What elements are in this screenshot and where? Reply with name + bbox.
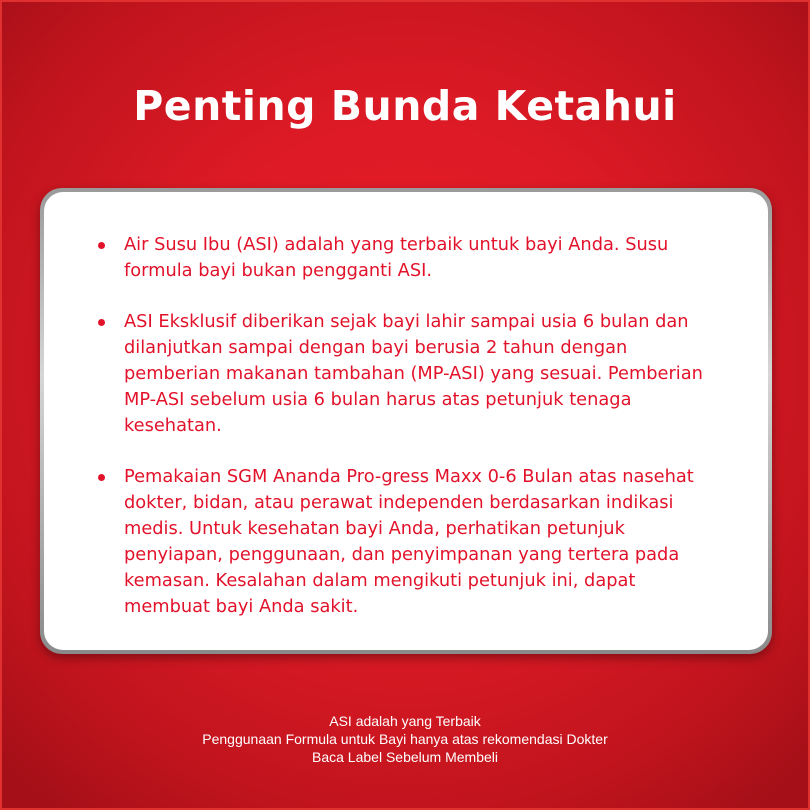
footer-line-3: Baca Label Sebelum Membeli [312,749,498,765]
bullet-item-asi-eksklusif [124,309,722,439]
bullet-text: Pemakaian SGM Ananda Pro-gress Maxx 0-6 Bulan atas nasehat dokter, bidan, atau perawat independen berdasarkan indikasi medis. Untuk kesehatan bayi Anda, perhatikan petunjuk penyiapan, penggunaan, dan penyimpanan yang tertera pada kemasan. Kesalahan dalam mengikuti petunjuk ini, dapat membuat bayi Anda sakit. [124,466,694,617]
footer-line-2: Penggunaan Formula untuk Bayi hanya atas rekomendasi Dokter [202,731,608,747]
bullet-text: Air Susu Ibu (ASI) adalah yang terbaik untuk bayi Anda. Susu formula bayi bukan pengganti ASI. [124,234,669,281]
bullet-dot-icon [98,319,105,326]
page-title: Penting Bunda Ketahui [133,82,677,130]
info-card [44,192,768,650]
bullet-item-asi [124,232,722,284]
bullet-item-pemakaian [124,464,722,620]
bullet-dot-icon [98,242,105,249]
disclaimer-footer [0,712,810,766]
footer-line-1: ASI adalah yang Terbaik [329,713,481,729]
bullet-text: ASI Eksklusif diberikan sejak bayi lahir sampai usia 6 bulan dan dilanjutkan sampai dengan bayi berusia 2 tahun dengan pemberian makanan tambahan (MP-ASI) yang sesuai. Pemberian MP-ASI sebelum usia 6 bulan harus atas petunjuk tenaga kesehatan. [124,311,703,436]
bullet-dot-icon [98,474,105,481]
bullet-list [124,232,722,620]
